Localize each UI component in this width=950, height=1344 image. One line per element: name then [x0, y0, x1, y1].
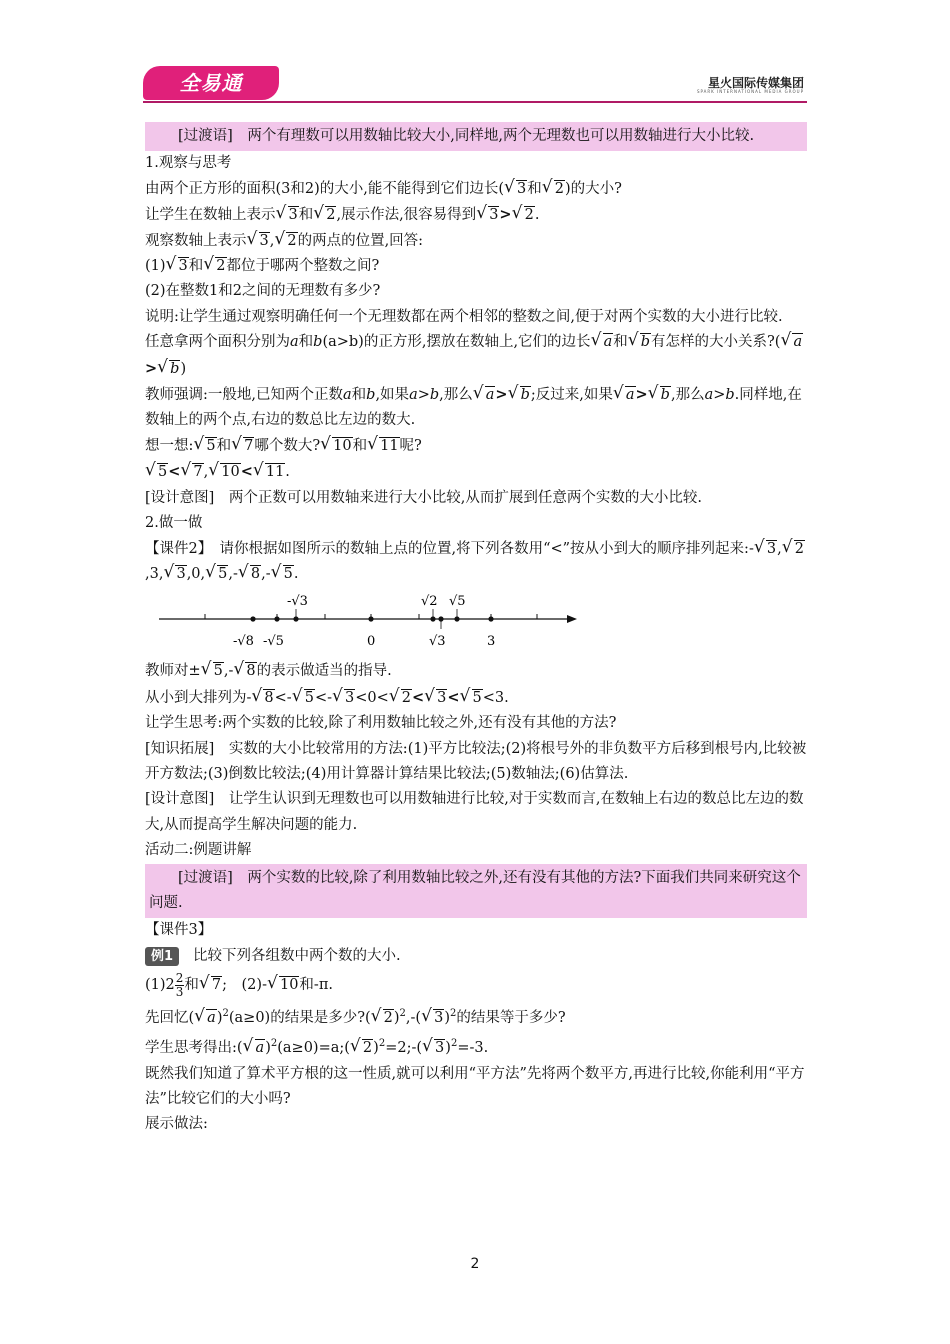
courseware-3-label: 【课件3】	[145, 922, 213, 939]
axis-arrow	[567, 615, 577, 623]
text-line: 任意拿两个面积分别为a和b(a>b)的正方形,摆放在数轴上,它们的边长√ a和√ b有怎样的大小关系?(√ a>√ b)	[145, 330, 807, 382]
label-neg-sqrt3: -√3	[287, 594, 308, 610]
section-1-title: 1.观察与思考	[145, 155, 232, 172]
courseware-2-task: 【课件2】 请你根据如图所示的数轴上点的位置,将下列各数用“<”按从小到大的顺序排列起来:-√ 3,√ 2,3,√ 3,0,√ 5,-√ 8,-√ 5.	[145, 537, 807, 588]
example-1-heading: 例1 比较下列各组数中两个数的大小.	[145, 944, 807, 969]
design-intent-2: [设计意图] 让学生认识到无理数也可以用数轴进行比较,对于实数而言,在数轴上右边的数总比左边的数大,从而提高学生解决问题的能力.	[145, 791, 804, 833]
page-number: 2	[470, 1256, 480, 1272]
label-three: 3	[487, 634, 496, 650]
text-line: (2)在整数1和2之间的无理数有多少?	[145, 283, 381, 300]
text-line: (1)√ 3和√ 2都位于哪两个整数之间?	[145, 254, 807, 279]
brand-logo: 全易通	[143, 66, 279, 100]
text-line: 由两个正方形的面积(3和2)的大小,能不能得到它们边长(√ 3和√ 2)的大小?	[145, 177, 807, 202]
text-line: 说明:让学生通过观察明确任何一个无理数都在两个相邻的整数之间,便于对两个实数的大小进行比较.	[145, 308, 783, 325]
company-name: 星火国际传媒集团	[707, 76, 804, 90]
label-neg-sqrt5: -√5	[263, 634, 284, 650]
transition-note-1: [过渡语] 两个有理数可以用数轴比较大小,同样地,两个无理数也可以用数轴进行大小比较.	[145, 122, 807, 151]
text-line: √ 5<√ 7,√ 10<√ 11.	[145, 459, 807, 485]
number-line-figure	[149, 591, 579, 653]
design-intent-1: [设计意图] 两个正数可以用数轴来进行大小比较,从而扩展到任意两个实数的大小比较.	[145, 489, 703, 506]
text-line: 教师强调:一般地,已知两个正数a和b,如果a>b,那么√ a>√ b;反过来,如果√ a>√ b,那么a>b.同样地,在数轴上的两个点,右边的数总比左边的数大.	[145, 382, 807, 434]
text-line: 展示做法:	[145, 1116, 208, 1133]
point-zero	[368, 617, 373, 622]
label-sqrt5: √5	[449, 594, 466, 610]
company-name-en: SPARK INTERNATIONAL MEDIA GROUP	[696, 89, 804, 94]
label-sqrt2: √2	[421, 594, 438, 610]
text-line: 学生思考得出:(√ a)$^2$(a≥0)=a;(√ 2)$^2$=2;-(√ 3)$^2$=-3.	[145, 1031, 807, 1061]
knowledge-extension: [知识拓展] 实数的大小比较常用的方法:(1)平方比较法;(2)将根号外的非负数平方后移到根号内,比较被开方数法;(3)倒数比较法;(4)用计算器计算结果比较法;(5)数轴法;(6)估算法.	[145, 740, 807, 782]
transition-note-2: [过渡语] 两个实数的比较,除了利用数轴比较之外,还有没有其他的方法?下面我们共同来研究这个问题.	[145, 864, 807, 919]
text-line: 想一想:√ 5和√ 7哪个数大?√ 10和√ 11呢?	[145, 434, 807, 459]
label-zero: 0	[367, 634, 376, 650]
activity-2-title: 活动二:例题讲解	[145, 842, 252, 859]
point-three	[488, 617, 493, 622]
text-line: 先回忆(√ a)$^2$(a≥0)的结果是多少?(√ 2)$^2$,-(√ 3)$^2$的结果等于多少?	[145, 1001, 807, 1031]
document-body	[145, 122, 807, 1138]
example-badge: 例1	[145, 947, 179, 966]
example-1-parts: (1)2 $\frac{2}{3}$ 和√ 7; (2)-√ 10和-π.	[145, 969, 807, 1001]
text-line: 从小到大排列为-√ 8<-√ 5<-√ 3<0<√ 2<√ 3<√ 5<3.	[145, 685, 807, 711]
text-line: 让学生在数轴上表示√ 3和√ 2,展示作法,很容易得到√ 3>√ 2.	[145, 202, 807, 228]
fraction: $\frac{2}{3}$	[175, 970, 184, 999]
text-line: 让学生思考:两个实数的比较,除了利用数轴比较之外,还有没有其他的方法?	[145, 715, 617, 732]
label-sqrt3: √3	[429, 634, 446, 650]
header-divider	[143, 101, 807, 103]
section-2-title: 2.做一做	[145, 515, 203, 532]
point-neg-sqrt5	[274, 617, 279, 622]
text-line: 既然我们知道了算术平方根的这一性质,就可以利用“平方法”先将两个数平方,再进行比较,你能利用“平方法”比较它们的大小吗?	[145, 1065, 805, 1108]
point-neg-sqrt8	[250, 617, 255, 622]
text-line: 教师对±√ 5,-√ 8的表示做适当的指导.	[145, 659, 807, 684]
text-line: 观察数轴上表示√ 3,√ 2的两点的位置,回答:	[145, 229, 807, 254]
label-neg-sqrt8: -√8	[233, 634, 254, 650]
